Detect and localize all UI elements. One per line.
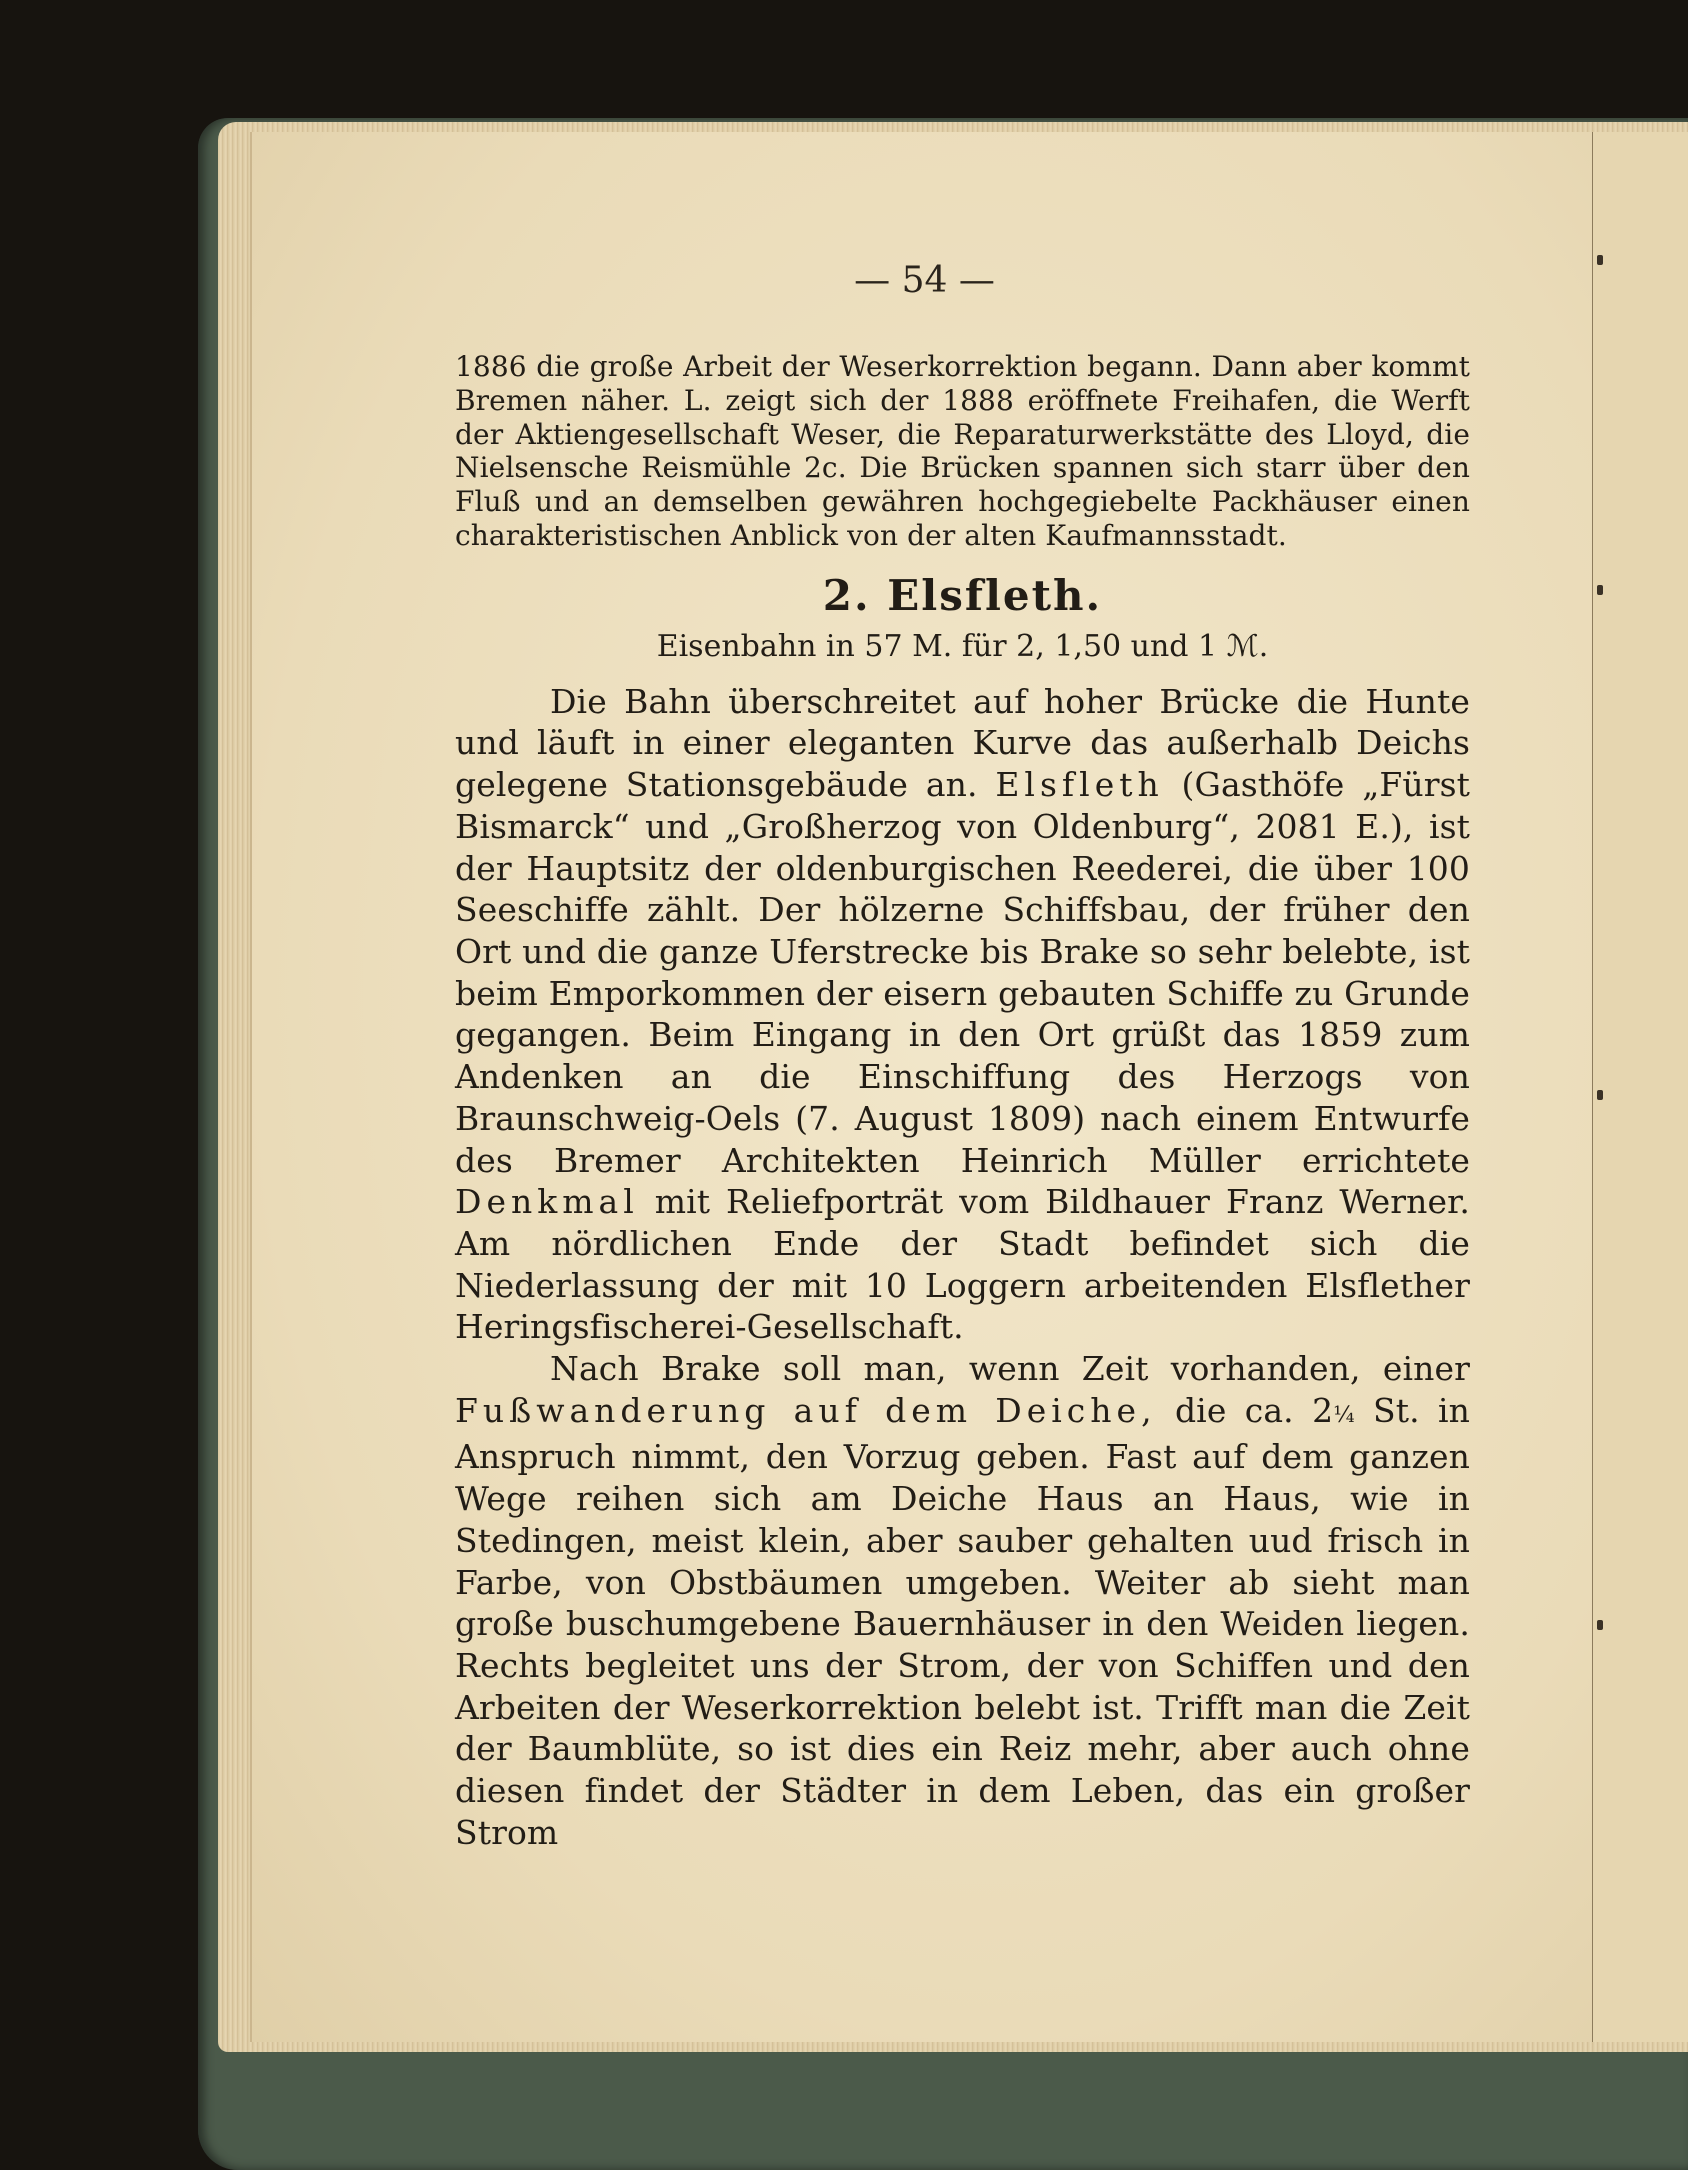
section-heading: 2. Elsfleth. bbox=[822, 570, 1103, 620]
paragraph-brake bbox=[455, 1348, 1470, 1853]
page-text bbox=[455, 350, 1470, 1853]
fraction: ¼ bbox=[1333, 1402, 1355, 1428]
page-number: — 54 — bbox=[854, 260, 995, 301]
place-name-emphasis: Elsfleth bbox=[995, 765, 1164, 805]
next-page-edge bbox=[1590, 132, 1688, 2042]
paragraph-elsfleth bbox=[455, 681, 1470, 1348]
paragraph-brake-part3: St. in Anspruch nimmt, den Vorzug geben. Fast auf dem ganzen Wege reihen sich am Deiche Haus an Haus, wie in Stedingen, meist klein, aber sauber gehalten uud frisch in Farbe, von Obstbäumen umgeben. Weiter ab sieht man große buschumgebene Bauernhäuser in den Weiden liegen. Rechts begleitet uns der Strom, der von Schiffen und den Arbeiten der Weserkorrektion belebt ist. Trifft man die Zeit der Baumblüte, so ist dies ein Reiz mehr, aber auch ohne diesen findet der Städter in dem Leben, das ein großer Strom bbox=[455, 1390, 1471, 1852]
paragraph-elsfleth-part2: (Gasthöfe „Fürst Bismarck“ und „Großherzog von Oldenburg“, 2081 E.), ist der Hauptsitz der oldenburgischen Reederei, die über 100 Seeschiffe zählt. Der hölzerne Schiffsbau, der früher den Ort und die ganze Uferstrecke bis Brake so sehr belebte, ist beim Emporkommen der eisern gebauten Schiffe zu Grunde gegangen. Beim Eingang in den Ort grüßt das 1859 zum Andenken an die Einschiffung des Herzogs von Braunschweig-Oels (7. August 1809) nach einem Entwurfe des Bremer Architekten Heinrich Müller errichtete bbox=[455, 765, 1471, 1180]
monument-emphasis: Denkmal bbox=[455, 1182, 639, 1222]
paragraph-weser: 1886 die große Arbeit der Weserkorrektion begann. Dann aber kommt Bremen näher. L. zeigt sich der 1888 eröffnete Freihafen, die Werft der Aktiengesellschaft Weser, die Reparaturwerkstätte des Lloyd, die Nielsensche Reismühle 2c. Die Brücken spannen sich starr über den Fluß und an demselben gewähren hochgegiebelte Packhäuser einen charakteristischen Anblick von der alten Kaufmannsstadt. bbox=[455, 350, 1470, 552]
walk-emphasis: Fußwanderung auf dem Deiche, bbox=[455, 1390, 1157, 1430]
paragraph-elsfleth-part1: Die Bahn überschreitet auf hoher Brücke die Hunte und läuft in einer eleganten Kurve das außerhalb Deichs gelegene Stationsgebäude an. bbox=[455, 681, 1470, 805]
paragraph-brake-part1: Nach Brake soll man, wenn Zeit vorhanden, einer bbox=[550, 1349, 1470, 1389]
paragraph-elsfleth-part3: mit Reliefporträt vom Bildhauer Franz Werner. Am nördlichen Ende der Stadt befindet sich die Niederlassung der mit 10 Loggern arbeitenden Elsflether Heringsfischerei-Gesellschaft. bbox=[455, 1182, 1471, 1347]
paragraph-brake-part2: die ca. 2 bbox=[1174, 1390, 1334, 1430]
section-subheading: Eisenbahn in 57 M. für 2, 1,50 und 1 ℳ. bbox=[656, 628, 1269, 664]
